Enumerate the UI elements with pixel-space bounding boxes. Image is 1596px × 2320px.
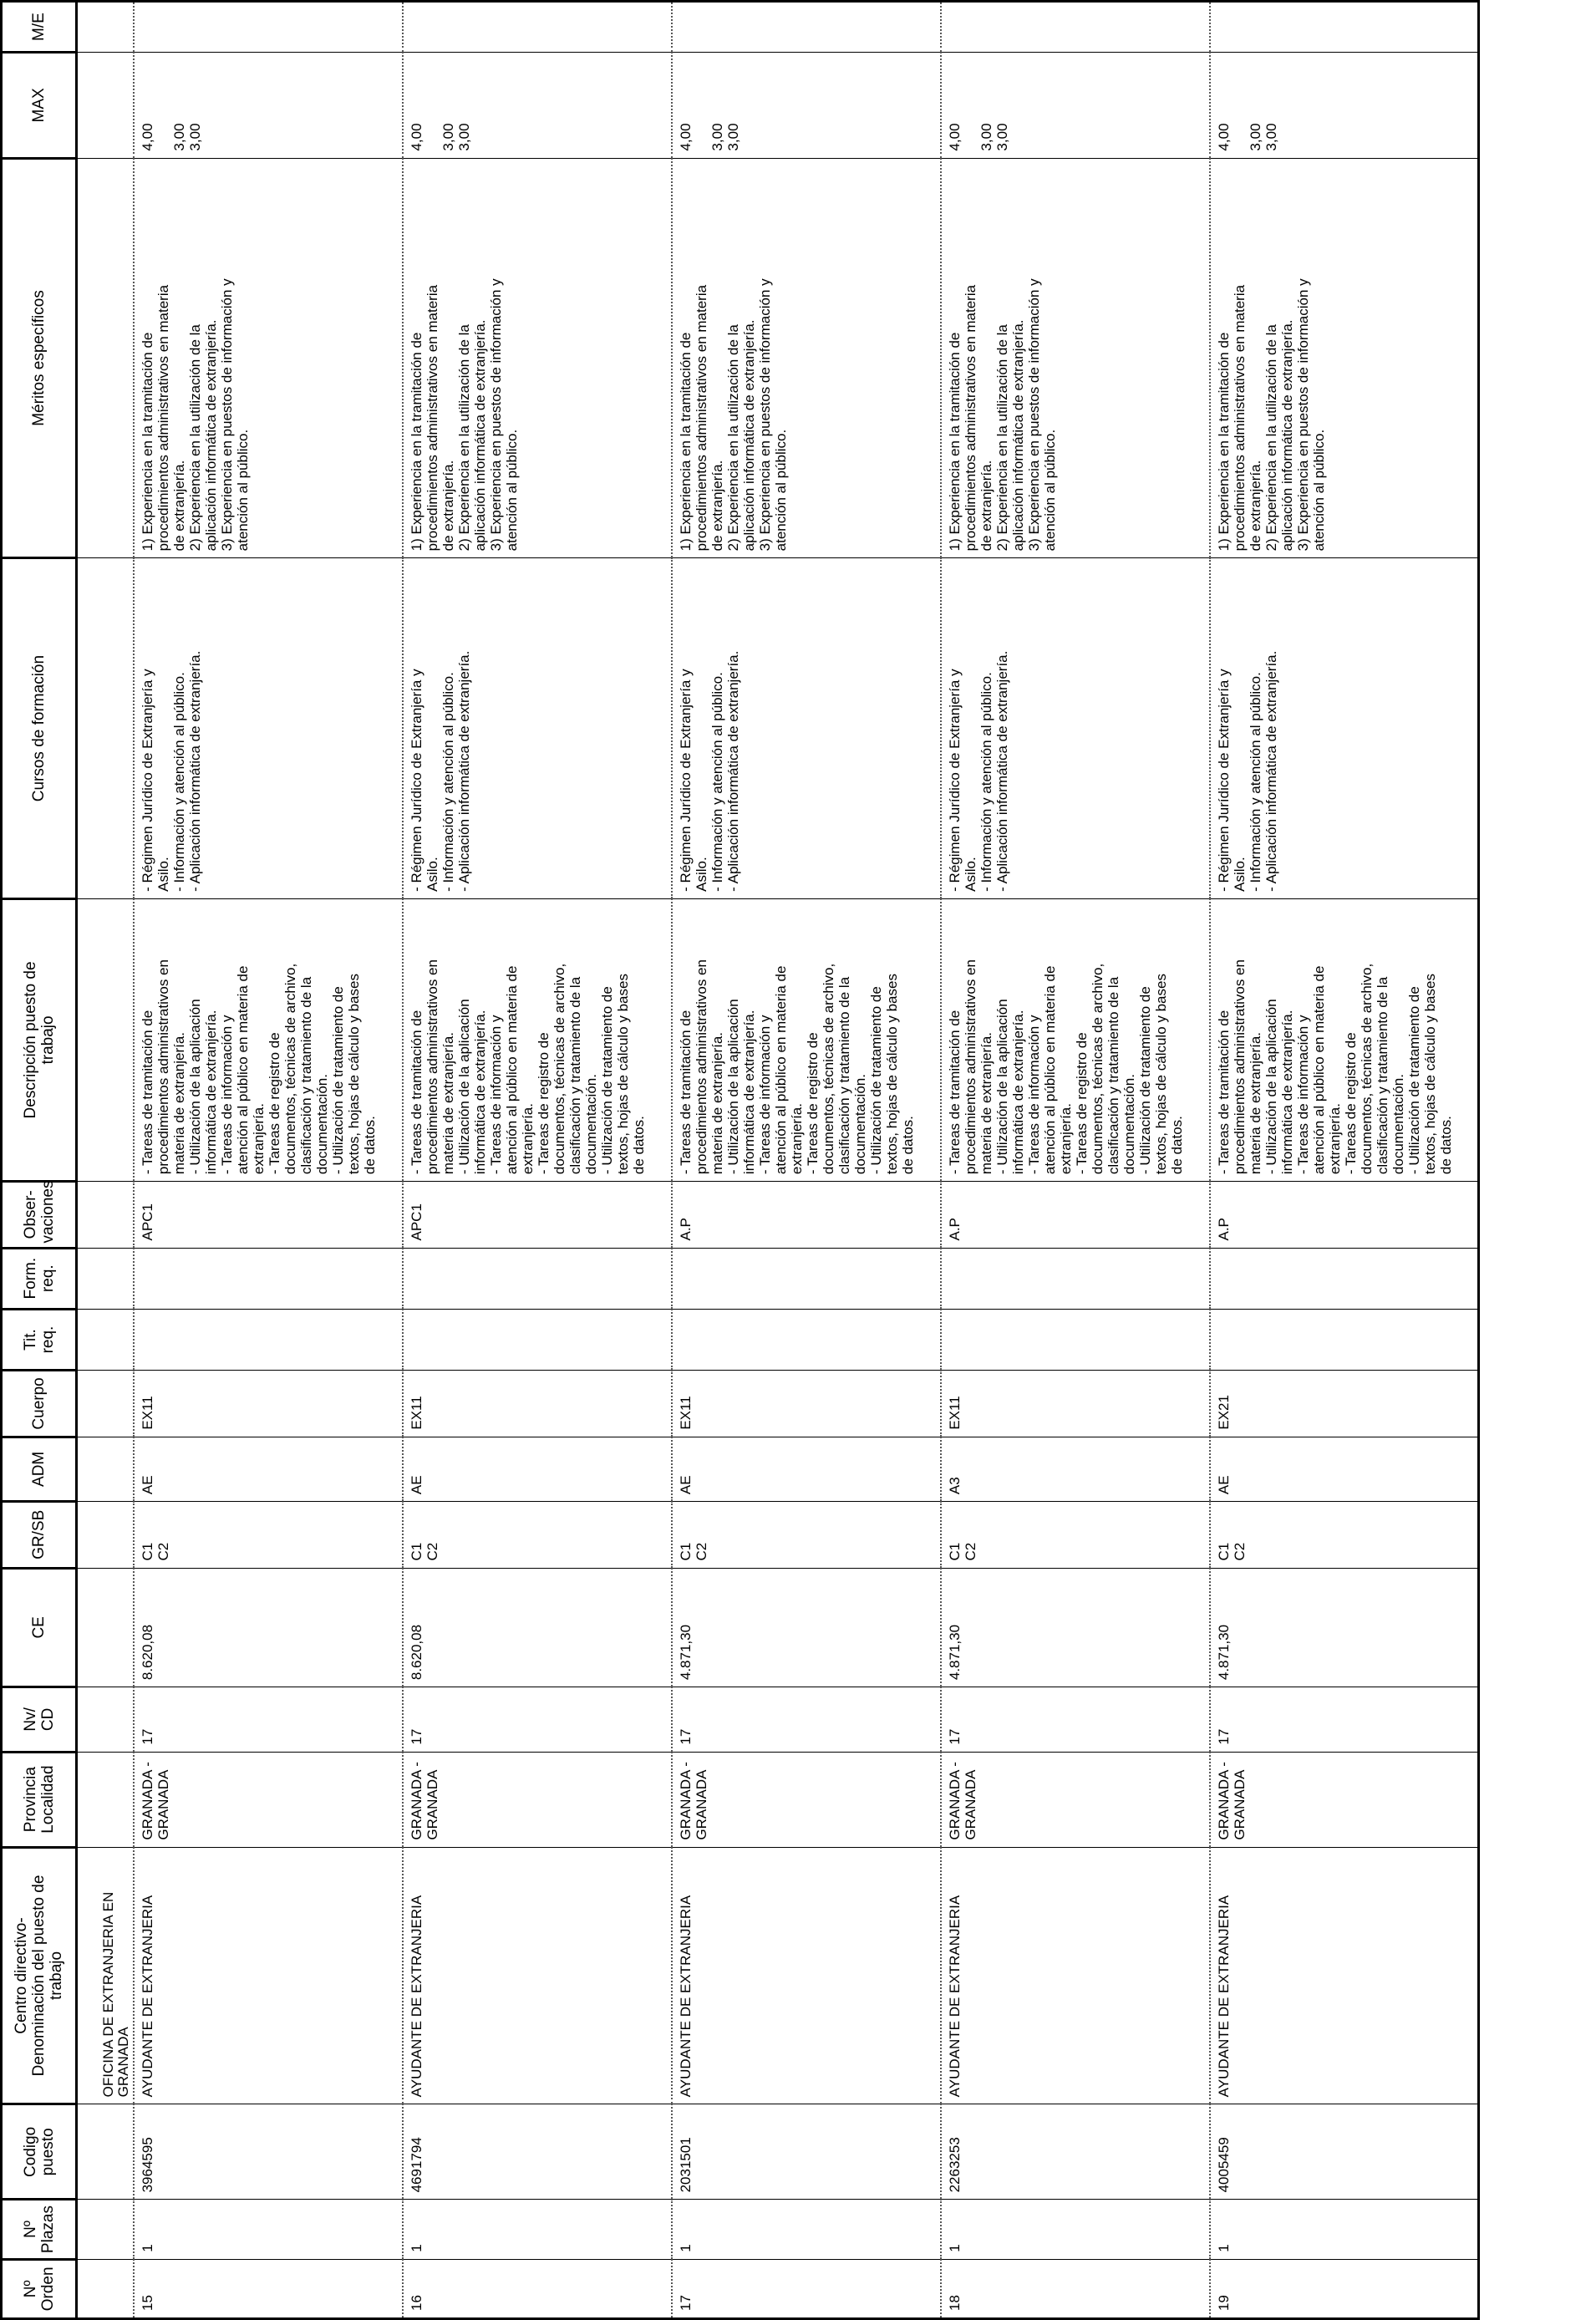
ce-cell: 8.620,08 xyxy=(134,1568,403,1687)
table-row xyxy=(1210,2,1479,2319)
observaciones-cell: A.P xyxy=(672,1182,941,1248)
col-header-titulacion: Tit. req. xyxy=(2,1309,77,1370)
orden-cell: 18 xyxy=(941,2259,1210,2318)
max-cell: 4,00 3,00 3,00 xyxy=(941,53,1210,158)
nivel-cell: 17 xyxy=(672,1687,941,1752)
descripcion-cell: - Tareas de tramitación de procedimientos administrativos en materia de extranjería. - Utilización de la aplicación informática de extranjería. - Tareas de información y atención al público en materia de extranjería. - Tareas de registro de documentos, técnicas de archivo, clasificación y tratamiento de la documentación. - Utilización de tratamiento de textos, hojas de cálculo y bases de datos. xyxy=(672,898,941,1181)
denominacion-cell: AYUDANTE DE EXTRANJERIA xyxy=(1210,1847,1479,2104)
cuerpo-cell: EX11 xyxy=(134,1371,403,1437)
col-header-ce: CE xyxy=(2,1568,77,1687)
grupo-cell: C1 C2 xyxy=(672,1502,941,1568)
meritos-cell: 1) Experiencia en la tramitación de procedimientos administrativos en materia de extranjería. 2) Experiencia en la utilización de la aplicación informática de extranjería. 3) Experiencia en puestos de información y atención al público. xyxy=(941,158,1210,558)
codigo-cell: 4691794 xyxy=(403,2104,672,2200)
orden-cell: 19 xyxy=(1210,2259,1479,2318)
table-row xyxy=(672,2,941,2319)
denominacion-cell: AYUDANTE DE EXTRANJERIA xyxy=(134,1847,403,2104)
col-header-formacion: Form. req. xyxy=(2,1248,77,1309)
table-row xyxy=(403,2,672,2319)
col-header-cursos: Cursos de formación xyxy=(2,558,77,898)
col-header-max: MAX xyxy=(2,53,77,158)
col-header-descripcion: Descripción puesto de trabajo xyxy=(2,898,77,1181)
col-header-me: M/E xyxy=(2,2,77,53)
nivel-cell: 17 xyxy=(403,1687,672,1752)
max-cell: 4,00 3,00 3,00 xyxy=(672,53,941,158)
adm-cell: AE xyxy=(672,1437,941,1501)
col-header-adm: ADM xyxy=(2,1437,77,1501)
denominacion-cell: AYUDANTE DE EXTRANJERIA xyxy=(672,1847,941,2104)
plazas-cell: 1 xyxy=(403,2200,672,2259)
localidad-cell: GRANADA - GRANADA xyxy=(941,1752,1210,1847)
meritos-cell: 1) Experiencia en la tramitación de procedimientos administrativos en materia de extranjería. 2) Experiencia en la utilización de la aplicación informática de extranjería. 3) Experiencia en puestos de información y atención al público. xyxy=(672,158,941,558)
titulacion-cell xyxy=(672,1309,941,1370)
codigo-cell: 2031501 xyxy=(672,2104,941,2200)
col-header-provincia: Provincia Localidad xyxy=(2,1752,77,1847)
formacion-cell xyxy=(941,1248,1210,1309)
localidad-cell: GRANADA - GRANADA xyxy=(403,1752,672,1847)
cursos-cell: - Régimen Jurídico de Extranjería y Asilo. - Información y atención al público. - Aplicación informática de extranjería. xyxy=(941,558,1210,898)
titulacion-cell xyxy=(403,1309,672,1370)
max-cell: 4,00 3,00 3,00 xyxy=(1210,53,1479,158)
grupo-cell: C1 C2 xyxy=(403,1502,672,1568)
codigo-cell: 3964595 xyxy=(134,2104,403,2200)
formacion-cell xyxy=(672,1248,941,1309)
nivel-cell: 17 xyxy=(1210,1687,1479,1752)
col-header-grupo: GR/SB xyxy=(2,1502,77,1568)
cuerpo-cell: EX11 xyxy=(403,1371,672,1437)
table-row xyxy=(941,2,1210,2319)
cursos-cell: - Régimen Jurídico de Extranjería y Asilo. - Información y atención al público. - Aplicación informática de extranjería. xyxy=(403,558,672,898)
codigo-cell: 4005459 xyxy=(1210,2104,1479,2200)
meritos-cell: 1) Experiencia en la tramitación de procedimientos administrativos en materia de extranjería. 2) Experiencia en la utilización de la aplicación informática de extranjería. 3) Experiencia en puestos de información y atención al público. xyxy=(134,158,403,558)
denominacion-cell: AYUDANTE DE EXTRANJERIA xyxy=(941,1847,1210,2104)
col-header-codigo: Codigo puesto xyxy=(2,2104,77,2200)
ce-cell: 4.871,30 xyxy=(672,1568,941,1687)
denominacion-cell: AYUDANTE DE EXTRANJERIA xyxy=(403,1847,672,2104)
plazas-cell: 1 xyxy=(1210,2200,1479,2259)
codigo-cell: 2263253 xyxy=(941,2104,1210,2200)
me-cell xyxy=(672,2,941,53)
cursos-cell: - Régimen Jurídico de Extranjería y Asilo. - Información y atención al público. - Aplicación informática de extranjería. xyxy=(134,558,403,898)
table-header xyxy=(2,2,77,2319)
adm-cell: AE xyxy=(134,1437,403,1501)
meritos-cell: 1) Experiencia en la tramitación de procedimientos administrativos en materia de extranjería. 2) Experiencia en la utilización de la aplicación informática de extranjería. 3) Experiencia en puestos de información y atención al público. xyxy=(403,158,672,558)
me-cell xyxy=(403,2,672,53)
table-row xyxy=(134,2,403,2319)
descripcion-cell: - Tareas de tramitación de procedimientos administrativos en materia de extranjería. - Utilización de la aplicación informática de extranjería. - Tareas de información y atención al público en materia de extranjería. - Tareas de registro de documentos, técnicas de archivo, clasificación y tratamiento de la documentación. - Utilización de tratamiento de textos, hojas de cálculo y bases de datos. xyxy=(403,898,672,1181)
col-header-centro: Centro directivo- Denominación del puesto de trabajo xyxy=(2,1847,77,2104)
titulacion-cell xyxy=(1210,1309,1479,1370)
col-header-cuerpo: Cuerpo xyxy=(2,1371,77,1437)
localidad-cell: GRANADA - GRANADA xyxy=(1210,1752,1479,1847)
localidad-cell: GRANADA - GRANADA xyxy=(672,1752,941,1847)
descripcion-cell: - Tareas de tramitación de procedimientos administrativos en materia de extranjería. - Utilización de la aplicación informática de extranjería. - Tareas de información y atención al público en materia de extranjería. - Tareas de registro de documentos, técnicas de archivo, clasificación y tratamiento de la documentación. - Utilización de tratamiento de textos, hojas de cálculo y bases de datos. xyxy=(134,898,403,1181)
plazas-cell: 1 xyxy=(672,2200,941,2259)
section-row xyxy=(77,2,134,2319)
cuerpo-cell: EX21 xyxy=(1210,1371,1479,1437)
me-cell xyxy=(941,2,1210,53)
meritos-cell: 1) Experiencia en la tramitación de procedimientos administrativos en materia de extranjería. 2) Experiencia en la utilización de la aplicación informática de extranjería. 3) Experiencia en puestos de información y atención al público. xyxy=(1210,158,1479,558)
descripcion-cell: - Tareas de tramitación de procedimientos administrativos en materia de extranjería. - Utilización de la aplicación informática de extranjería. - Tareas de información y atención al público en materia de extranjería. - Tareas de registro de documentos, técnicas de archivo, clasificación y tratamiento de la documentación. - Utilización de tratamiento de textos, hojas de cálculo y bases de datos. xyxy=(941,898,1210,1181)
adm-cell: AE xyxy=(1210,1437,1479,1501)
descripcion-cell: - Tareas de tramitación de procedimientos administrativos en materia de extranjería. - Utilización de la aplicación informática de extranjería. - Tareas de información y atención al público en materia de extranjería. - Tareas de registro de documentos, técnicas de archivo, clasificación y tratamiento de la documentación. - Utilización de tratamiento de textos, hojas de cálculo y bases de datos. xyxy=(1210,898,1479,1181)
grupo-cell: C1 C2 xyxy=(1210,1502,1479,1568)
col-header-nivel: Nv/ CD xyxy=(2,1687,77,1752)
section-centro: OFICINA DE EXTRANJERIA EN GRANADA xyxy=(77,1847,134,2104)
orden-cell: 16 xyxy=(403,2259,672,2318)
formacion-cell xyxy=(1210,1248,1479,1309)
ce-cell: 4.871,30 xyxy=(1210,1568,1479,1687)
nivel-cell: 17 xyxy=(941,1687,1210,1752)
cuerpo-cell: EX11 xyxy=(672,1371,941,1437)
formacion-cell xyxy=(403,1248,672,1309)
orden-cell: 15 xyxy=(134,2259,403,2318)
orden-cell: 17 xyxy=(672,2259,941,2318)
plazas-cell: 1 xyxy=(941,2200,1210,2259)
ce-cell: 4.871,30 xyxy=(941,1568,1210,1687)
me-cell xyxy=(1210,2,1479,53)
titulacion-cell xyxy=(941,1309,1210,1370)
col-header-plazas: Nº Plazas xyxy=(2,2200,77,2259)
adm-cell: AE xyxy=(403,1437,672,1501)
me-cell xyxy=(134,2,403,53)
ce-cell: 8.620,08 xyxy=(403,1568,672,1687)
formacion-cell xyxy=(134,1248,403,1309)
nivel-cell: 17 xyxy=(134,1687,403,1752)
observaciones-cell: APC1 xyxy=(403,1182,672,1248)
col-header-orden: Nº Orden xyxy=(2,2259,77,2318)
max-cell: 4,00 3,00 3,00 xyxy=(134,53,403,158)
cursos-cell: - Régimen Jurídico de Extranjería y Asilo. - Información y atención al público. - Aplicación informática de extranjería. xyxy=(1210,558,1479,898)
table-body xyxy=(77,2,1479,2319)
localidad-cell: GRANADA - GRANADA xyxy=(134,1752,403,1847)
grupo-cell: C1 C2 xyxy=(134,1502,403,1568)
observaciones-cell: A.P xyxy=(1210,1182,1479,1248)
cursos-cell: - Régimen Jurídico de Extranjería y Asilo. - Información y atención al público. - Aplicación informática de extranjería. xyxy=(672,558,941,898)
titulacion-cell xyxy=(134,1309,403,1370)
col-header-observaciones: Obser- vaciones xyxy=(2,1182,77,1248)
adm-cell: A3 xyxy=(941,1437,1210,1501)
grupo-cell: C1 C2 xyxy=(941,1502,1210,1568)
col-header-meritos: Méritos específicos xyxy=(2,158,77,558)
cuerpo-cell: EX11 xyxy=(941,1371,1210,1437)
plazas-cell: 1 xyxy=(134,2200,403,2259)
max-cell: 4,00 3,00 3,00 xyxy=(403,53,672,158)
observaciones-cell: APC1 xyxy=(134,1182,403,1248)
observaciones-cell: A.P xyxy=(941,1182,1210,1248)
